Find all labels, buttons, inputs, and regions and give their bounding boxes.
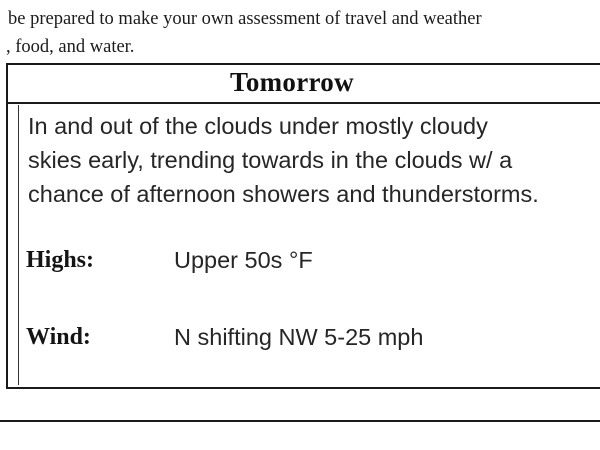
intro-line-1: be prepared to make your own assessment of travel and weather [8,9,482,29]
intro-line-2: , food, and water. [6,37,135,57]
forecast-summary-line: In and out of the clouds under mostly cloudy [28,113,488,139]
intro-text [0,0,600,62]
forecast-title: Tomorrow [230,67,354,97]
highs-value: Upper 50s °F [174,247,313,273]
forecast-box [6,63,600,389]
wind-value: N shifting NW 5-25 mph [174,324,424,350]
forecast-summary-line: skies early, trending towards in the clouds w/ a [28,147,513,173]
forecast-summary [28,109,600,211]
highs-label: Highs: [26,247,95,273]
inner-divider [18,105,19,385]
wind-label: Wind: [26,324,91,350]
forecast-box-header [8,65,600,104]
forecast-summary-line: chance of afternoon showers and thunderstorms. [28,181,539,207]
bottom-rule [0,420,600,422]
